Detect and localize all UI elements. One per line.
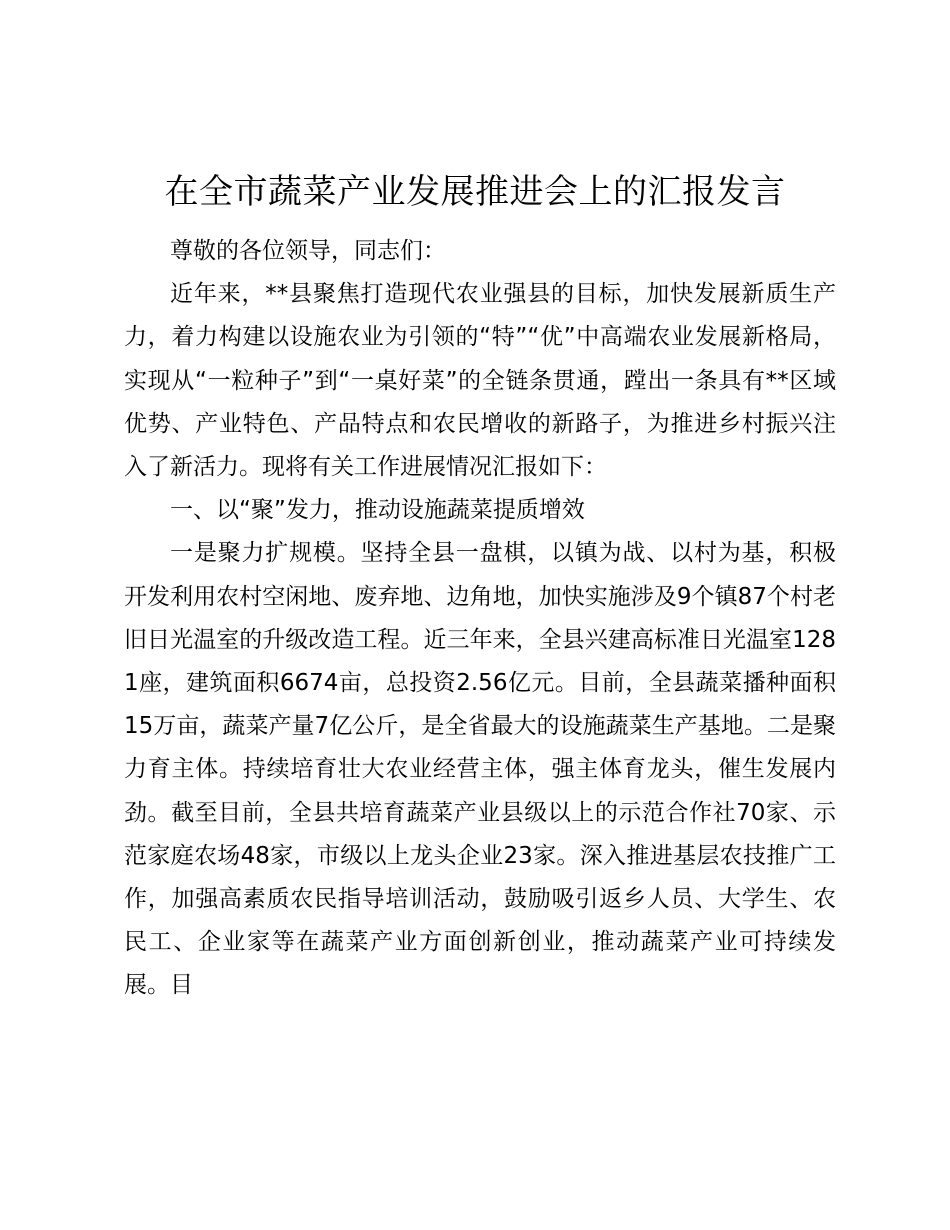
intro-paragraph: 近年来，**县聚焦打造现代农业强县的目标，加快发展新质生产力，着力构建以设施农业为引领的“特”“优”中高端农业发展新格局，实现从“一粒种子”到“一桌好菜”的全链条贯通，蹚出一条具有**区域优势、产业特色、产品特点和农民增收的新路子，为推进乡村振兴注入了新活力。现将有关工作进展情况汇报如下： bbox=[124, 281, 836, 481]
greeting-paragraph: 尊敬的各位领导，同志们： bbox=[170, 238, 446, 264]
section-heading: 一、以“聚”发力，推动设施蔬菜提质增效 bbox=[170, 497, 585, 524]
document-title: 在全市蔬菜产业发展推进会上的汇报发言 bbox=[164, 172, 786, 212]
document-body bbox=[124, 230, 836, 1008]
section-body-paragraph: 一是聚力扩规模。坚持全县一盘棋，以镇为战、以村为基，积极开发利用农村空闲地、废弃地、边角地，加快实施涉及9个镇87个村老旧日光温室的升级改造工程。近三年来，全县兴建高标准日光温室1281座，建筑面积6674亩，总投资2.56亿元。目前，全县蔬菜播种面积15万亩，蔬菜产量7亿公斤，是全省最大的设施蔬菜生产基地。二是聚力育主体。持续培育壮大农业经营主体，强主体育龙头，催生发展内劲。截至目前，全县共培育蔬菜产业县级以上的示范合作社70家、示范家庭农场48家，市级以上龙头企业23家。深入推进基层农技推广工作，加强高素质农民指导培训活动，鼓励吸引返乡人员、大学生、农民工、企业家等在蔬菜产业方面创新创业，推动蔬菜产业可持续发展。目 bbox=[124, 540, 836, 999]
